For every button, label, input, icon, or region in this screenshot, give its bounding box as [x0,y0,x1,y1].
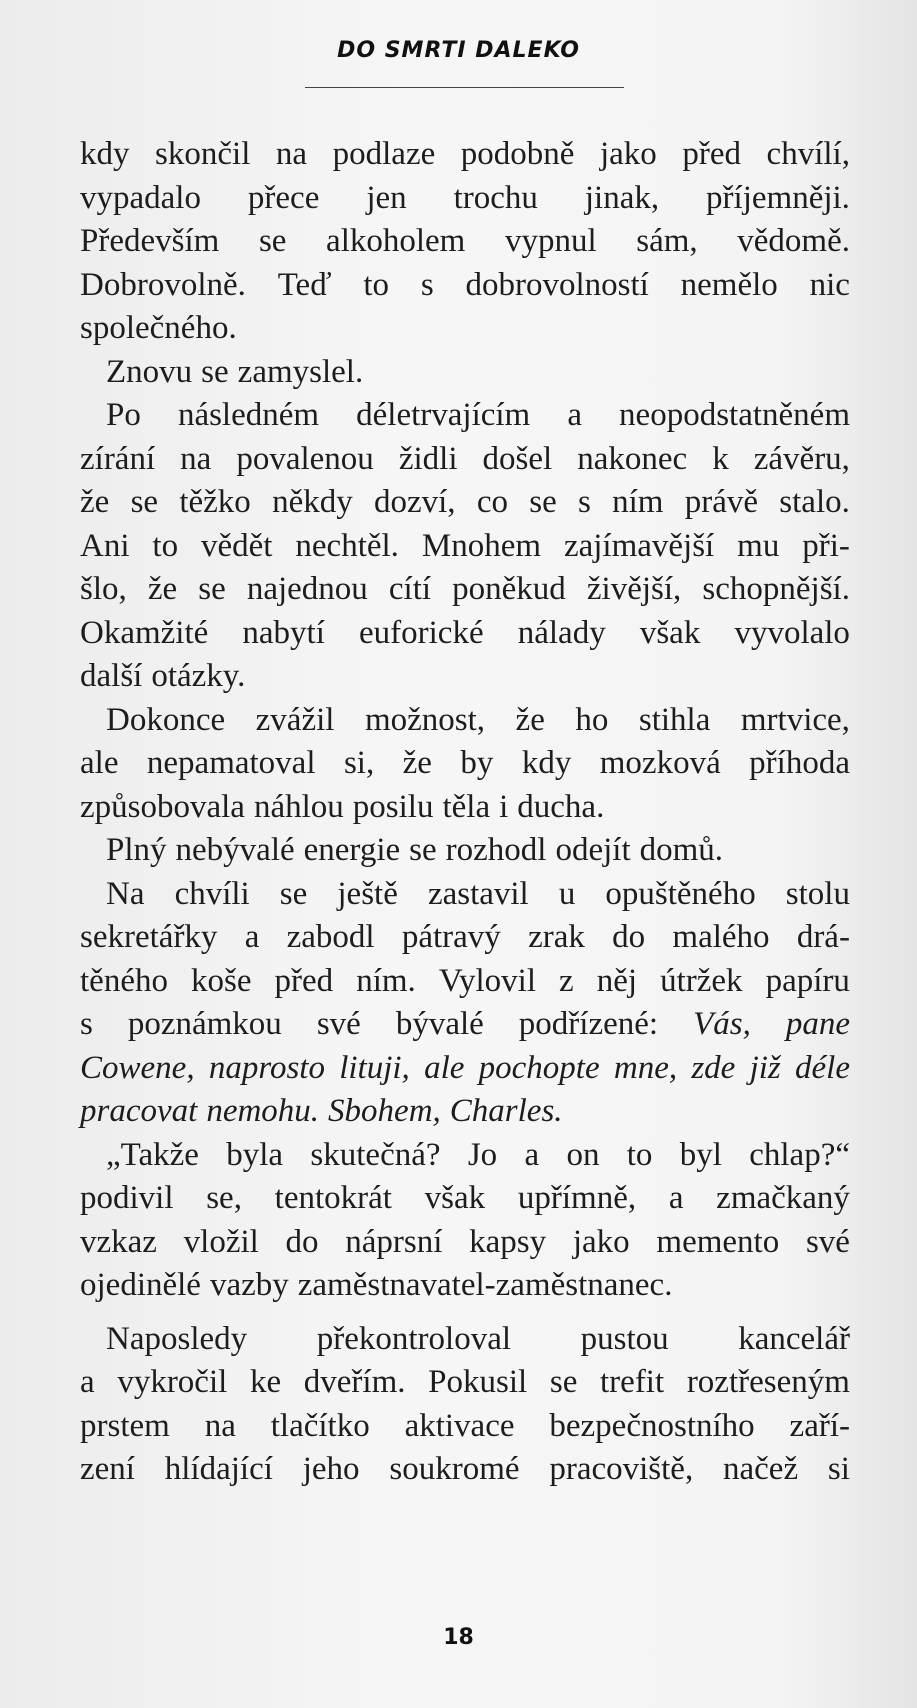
word: roztřeseným [686,1364,850,1400]
word: již [749,1049,781,1086]
word: ho [575,701,609,738]
word: dozví, [373,484,456,520]
word: a [80,1364,95,1400]
running-head: DO SMRTI DALEKO [337,38,580,63]
text-line [80,1448,850,1492]
word: papíru [765,962,850,999]
word: vazby [209,1267,289,1303]
word: ním. [356,962,416,999]
word: že [402,745,432,781]
word: schopnější. [702,571,850,607]
word: že [147,571,178,607]
word: koše [191,962,252,999]
word: při- [802,527,850,564]
word: pátravý [401,919,501,955]
word: své [316,1006,361,1042]
word: možnost, [364,701,486,738]
word: pane [785,1006,850,1042]
word: to [363,266,390,303]
word: k [712,440,729,477]
text-line [80,1003,850,1047]
word: se [198,571,226,607]
word: to [626,1136,653,1173]
word: mne, [613,1049,678,1086]
word: ojedinělé [80,1267,201,1303]
text-line [80,612,850,656]
word: stalo. [779,484,850,520]
word: ním [612,484,664,520]
word: jako [572,1223,630,1260]
word: že [515,701,545,738]
text-line [80,1264,850,1308]
word: povalenou [236,440,374,477]
word: zde [691,1049,736,1086]
word: mozková [599,745,721,781]
word: něj [596,962,638,999]
word: Plný [106,832,167,868]
word: mu [737,527,780,564]
word: dveřím. [303,1364,406,1400]
word: opuštěného [605,875,756,912]
word: otázky. [151,658,246,694]
word: pustou [580,1320,669,1357]
word: na [204,1407,236,1444]
word: nemohu. [206,1093,320,1129]
word: chvílí, [766,136,850,172]
word: podlaze [332,136,436,172]
word: dobrovolností [465,266,649,303]
word: prstem [80,1407,170,1444]
word: drá- [796,919,850,955]
word: společného. [80,310,237,346]
word: do [612,919,646,955]
word: euforické [359,614,484,651]
text-line [80,655,850,699]
word: někdy [272,484,353,520]
word: došel [482,440,553,477]
word: cítí [388,571,432,607]
word: ale [80,745,119,781]
word: zajímavější [563,527,715,564]
word: vypnul [504,223,597,259]
word: nepamatoval [146,745,316,781]
text-line [80,525,850,569]
word: bývalé [395,1006,484,1042]
text-line [80,960,850,1004]
word: útržek [660,962,743,999]
word: hlídající [164,1451,273,1487]
word: trochu [453,179,538,216]
word: poněkud [452,571,566,607]
word: zamyslel. [237,353,364,390]
word: zvážil [255,701,335,738]
header-rule [305,87,624,88]
word: neopodstatněném [619,397,850,433]
word: vložil [183,1223,259,1260]
word: on [566,1136,600,1173]
word: Pokusil [428,1364,528,1400]
word: s [420,266,434,303]
text-line [80,481,850,525]
text-line [80,394,850,438]
text-line [80,1134,850,1178]
page-number: 18 [443,1625,474,1650]
word: podobně [460,136,575,172]
text-line [80,829,850,873]
word: aktivace [404,1407,515,1444]
word: kapsy [469,1223,547,1260]
word: Vylovil [438,962,537,999]
word: vědět [201,527,273,564]
word: skutečná? [310,1136,441,1173]
text-line [80,916,850,960]
word: vzkaz [80,1223,157,1260]
word: ke [249,1364,282,1400]
word: Dobrovolně. [80,266,246,303]
text-line [80,1318,850,1362]
word: přece [247,179,320,216]
word: s [80,1006,93,1042]
word: před [274,962,334,999]
word: zaří- [789,1407,850,1444]
word: déletrvajícím [356,397,531,433]
word: před [682,136,741,172]
word: posilu [352,788,434,825]
word: zírání [80,440,156,477]
word: živější, [586,571,682,607]
text-line [80,699,850,743]
word: nic [809,266,850,303]
word: byla [226,1136,284,1173]
word: lituji, [339,1049,410,1086]
word: stolu [785,875,850,912]
word: kancelář [738,1320,850,1357]
word: se [201,353,229,390]
word: Jo [467,1136,498,1173]
word: malého [672,919,770,955]
word: Vás, [693,1006,751,1042]
word: Mnohem [421,527,542,564]
word: načež [723,1451,799,1487]
word: těla [442,788,491,825]
word: své [805,1223,850,1260]
word: by [460,745,494,781]
word: se [409,832,437,868]
word: příhoda [749,745,850,781]
word: kdy [521,745,572,781]
word: trefit [600,1364,665,1400]
word: Především [80,223,220,259]
word: pracoviště, [549,1451,694,1487]
word: soukromé [389,1451,520,1487]
word: mrtvice, [740,701,850,738]
word: „Takže [106,1136,199,1173]
word: Po [106,397,141,433]
word: způsobovala [80,788,245,825]
word: zmačkaný [716,1180,850,1216]
word: pracovat [80,1093,198,1129]
word: jeho [302,1451,360,1487]
text-line [80,1405,850,1449]
word: najednou [246,571,368,607]
word: se [549,1364,578,1400]
word: alkoholem [326,223,466,259]
word: ještě [337,875,398,912]
text-line [80,264,850,308]
text-line [80,438,850,482]
word: chlap?“ [749,1136,850,1173]
word: domů. [639,832,724,868]
word: poznámkou [127,1006,282,1042]
word: závěru, [753,440,850,477]
word: nebývalé [175,832,295,868]
word: do [285,1223,319,1260]
word: zaměstnavatel-zaměstnanec. [297,1267,673,1303]
word: zení [80,1451,135,1487]
word: tlačítko [270,1407,370,1444]
word: těžko [179,484,251,520]
word: jinak, [584,179,660,216]
word: však [424,1180,486,1216]
word: se, [206,1180,242,1216]
body-text [80,133,850,1492]
word: nálady [517,614,606,651]
word: následném [177,397,320,433]
word: chvíli [174,875,250,912]
word: energie [303,832,401,868]
word: z [559,962,574,999]
word: vykročil [117,1364,228,1400]
text-line [80,873,850,917]
word: těného [80,962,168,999]
word: si, [343,745,375,781]
word: memento [656,1223,780,1260]
word: skončil [155,136,251,172]
text-line [80,1221,850,1265]
word: podřízené: [518,1006,659,1042]
word: nabytí [242,614,325,651]
word: zrak [528,919,585,955]
text-line [80,786,850,830]
word: šlo, [80,571,127,607]
word: na [275,136,308,172]
word: co [476,484,508,520]
text-line [80,1177,850,1221]
word: náhlou [253,788,344,825]
word: zastavil [427,875,529,912]
word: náprsní [345,1223,443,1260]
word: sekretářky [80,919,218,955]
word: Ani [80,527,130,564]
word: Charles. [449,1093,563,1129]
word: vyvolalo [734,614,850,651]
text-line [80,742,850,786]
word: se [529,484,557,520]
word: na [180,440,212,477]
word: nechtěl. [295,527,399,564]
word: vědomě. [737,223,850,259]
text-line [80,351,850,395]
word: nakonec [577,440,688,477]
word: to [152,527,179,564]
word: se [258,223,287,259]
text-line [80,133,850,177]
word: kdy [80,136,130,172]
word: ale [424,1049,465,1086]
word: a [244,919,260,955]
word: naprosto [208,1049,325,1086]
word: se [279,875,308,912]
word: další [80,658,143,694]
word: u [558,875,576,912]
word: upřímně, [517,1180,637,1216]
text-line [80,1090,850,1134]
word: nemělo [680,266,778,303]
text-line [80,220,850,264]
word: židli [398,440,458,477]
word: byl [679,1136,722,1173]
word: a [567,397,582,433]
text-line [80,568,850,612]
word: Dokonce [106,701,226,738]
word: a [668,1180,684,1216]
word: Cowene, [80,1049,195,1086]
text-line [80,177,850,221]
word: Okamžité [80,614,209,651]
word: bezpečnostního [549,1407,755,1444]
word: odejít [555,832,631,868]
word: Naposledy [106,1320,248,1357]
word: tentokrát [274,1180,392,1216]
word: zabodl [286,919,375,955]
word: že [80,484,110,520]
word: Znovu [106,353,193,390]
word: jako [599,136,657,172]
word: jen [366,179,407,216]
word: sám, [636,223,698,259]
word: překontroloval [316,1320,512,1357]
word: i [499,788,509,825]
word: Teď [277,266,332,303]
word: rozhodl [445,832,547,868]
text-line [80,1047,850,1091]
word: Sbohem, [328,1093,441,1129]
word: vypadalo [80,179,201,216]
word: si [827,1451,850,1487]
word: stihla [638,701,711,738]
word: ducha. [517,788,605,825]
word: a [524,1136,540,1173]
text-line [80,307,850,351]
word: pochopte [478,1049,600,1086]
word: Na [106,875,145,912]
word: déle [795,1049,850,1086]
word: s [578,484,591,520]
word: právě [684,484,759,520]
word: podivil [80,1180,174,1216]
word: však [639,614,701,651]
word: příjemněji. [706,179,850,216]
text-line [80,1361,850,1405]
word: se [130,484,159,520]
